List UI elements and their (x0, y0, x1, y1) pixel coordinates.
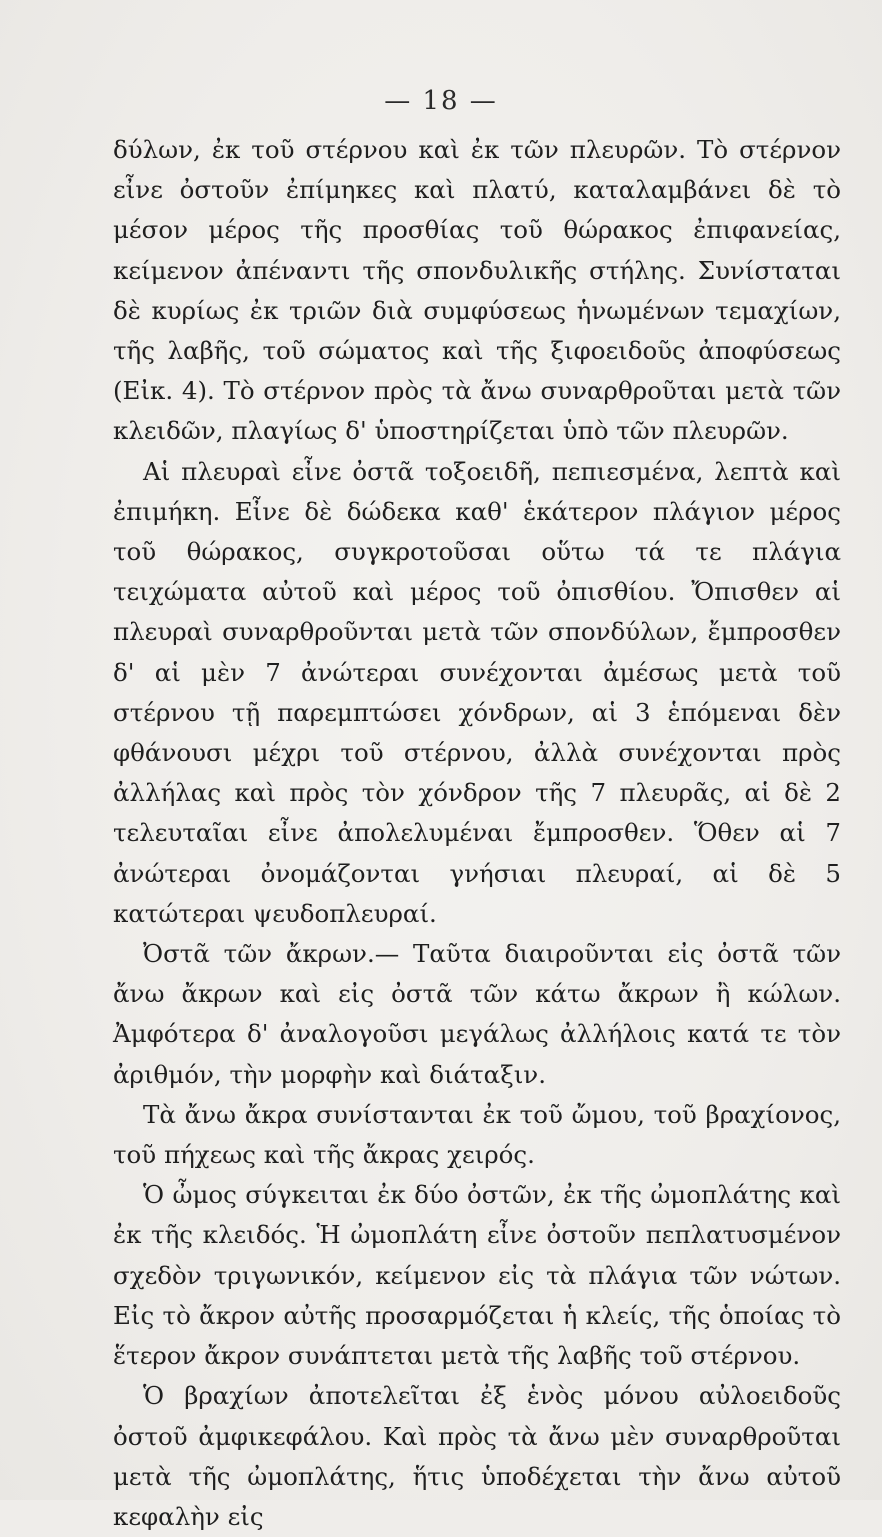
paragraph-limb-bones: Ὀστᾶ τῶν ἄκρων.— Ταῦτα διαιροῦνται εἰς ὀστᾶ τῶν ἄνω ἄκρων καὶ εἰς ὀστᾶ τῶν κάτω ἄκρων ἢ κώλων. Ἀμφότερα δ' ἀναλογοῦσι μεγάλως ἀλλήλοις κατά τε τὸν ἀριθμόν, τὴν μορφὴν καὶ διάταξιν. (113, 939, 841, 1089)
paragraph-upper-limbs: Τὰ ἄνω ἄκρα συνίστανται ἐκ τοῦ ὤμου, τοῦ βραχίονος, τοῦ πήχεως καὶ τῆς ἄκρας χειρός. (113, 1099, 841, 1170)
paragraph-humerus: Ὁ βραχίων ἀποτελεῖται ἐξ ἑνὸς μόνου αὐλοειδοῦς ὀστοῦ ἀμφικεφάλου. Καὶ πρὸς τὰ ἄνω μὲν συναρθροῦται μετὰ τῆς ὠμοπλάτης, ἥτις ὑποδέχεται τὴν ἄνω αὐτοῦ κεφαλὴν εἰς (113, 1381, 841, 1531)
paragraph-sternum: δύλων, ἐκ τοῦ στέρνου καὶ ἐκ τῶν πλευρῶν. Τὸ στέρνον εἶνε ὀστοῦν ἐπίμηκες καὶ πλατύ, καταλαμβάνει δὲ τὸ μέσον μέρος τῆς προσθίας τοῦ θώρακος ἐπιφανείας, κείμενον ἀπέναντι τῆς σπονδυλικῆς στήλης. Συνίσταται δὲ κυρίως ἐκ τριῶν διὰ συμφύσεως ἡνωμένων τεμαχίων, τῆς λαβῆς, τοῦ σώματος καὶ τῆς ξιφοειδοῦς ἀποφύσεως (Εἰκ. 4). Τὸ στέρνον πρὸς τὰ ἄνω συναρθροῦται μετὰ τῶν κλειδῶν, πλαγίως δ' ὑποστηρίζεται ὑπὸ τῶν πλευρῶν. (113, 135, 841, 446)
paragraph-shoulder: Ὁ ὦμος σύγκειται ἐκ δύο ὀστῶν, ἐκ τῆς ὠμοπλάτης καὶ ἐκ τῆς κλειδός. Ἡ ὠμοπλάτη εἶνε ὀστοῦν πεπλατυσμένον σχεδὸν τριγωνικόν, κείμενον εἰς τὰ πλάγια τῶν νώτων. Εἰς τὸ ἄκρον αὐτῆς προσαρμόζεται ἡ κλείς, τῆς ὁποίας τὸ ἕτερον ἄκρον συνάπτεται μετὰ τῆς λαβῆς τοῦ στέρνου. (113, 1180, 841, 1371)
body-text (113, 130, 841, 1537)
paragraph-ribs: Αἱ πλευραὶ εἶνε ὀστᾶ τοξοειδῆ, πεπιεσμένα, λεπτὰ καὶ ἐπιμήκη. Εἶνε δὲ δώδεκα καθ' ἑκάτερον πλάγιον μέρος τοῦ θώρακος, συγκροτοῦσαι οὕτω τά τε πλάγια τειχώματα αὐτοῦ καὶ μέρος τοῦ ὀπισθίου. Ὄπισθεν αἱ πλευραὶ συναρθροῦνται μετὰ τῶν σπονδύλων, ἔμπροσθεν δ' αἱ μὲν 7 ἀνώτεραι συνέχονται ἀμέσως μετὰ τοῦ στέρνου τῇ παρεμπτώσει χόνδρων, αἱ 3 ἑπόμεναι δὲν φθάνουσι μέχρι τοῦ στέρνου, ἀλλὰ συνέχονται πρὸς ἀλλήλας καὶ πρὸς τὸν χόνδρον τῆς 7 πλευρᾶς, αἱ δὲ 2 τελευταῖαι εἶνε ἀπολελυμέναι ἔμπροσθεν. Ὅθεν αἱ 7 ἀνώτεραι ὀνομάζονται γνήσιαι πλευραί, αἱ δὲ 5 κατώτεραι ψευδοπλευραί. (113, 456, 841, 928)
page-number: — 18 — (384, 86, 498, 116)
